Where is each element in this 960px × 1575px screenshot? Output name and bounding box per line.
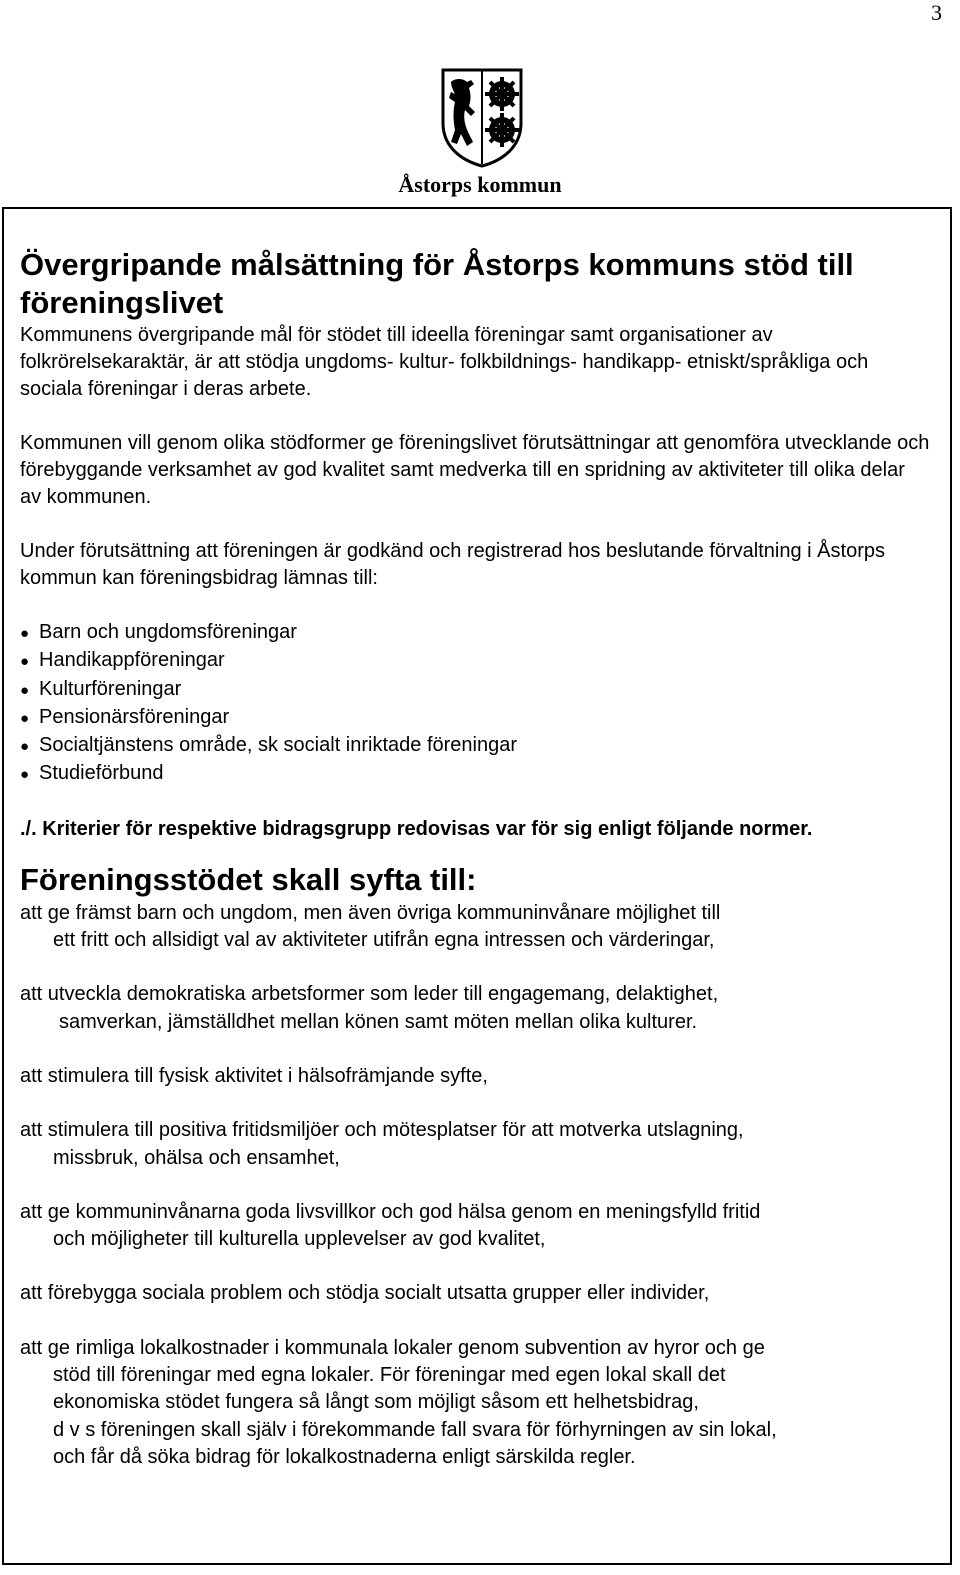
aim-item: att utveckla demokratiska arbetsformer som leder till engagemang, delaktighet, samverkan, jämställdhet mellan könen samt möten mellan olika kulturer. bbox=[20, 983, 719, 1033]
criteria-note: ./. Kriterier för respektive bidragsgrupp redovisas var för sig enligt följande normer. bbox=[20, 817, 813, 840]
document-body bbox=[20, 246, 930, 1498]
intro-paragraph: Kommunens övergripande mål för stödet till ideella föreningar samt organisationer av folkrörelsekaraktär, är att stödja ungdoms- kultur- folkbildnings- handikapp- etniskt/språkliga och sociala föreningar i deras arbete. bbox=[20, 324, 869, 400]
aim-item: att ge rimliga lokalkostnader i kommunala lokaler genom subvention av hyror och ge stöd till föreningar med egna lokaler. För föreningar med egen lokal skall det ekonomiska stödet fungera så långt som möjligt såsom ett helhetsbidrag, d v s föreningen skall själv i förekommande fall svara för förhyrningen av sin lokal, och får då söka bidrag för lokalkostnaderna enligt särskilda regler. bbox=[20, 1336, 777, 1468]
section-heading: Föreningsstödet skall syfta till: bbox=[20, 861, 477, 897]
list-item: ● Handikappföreningar bbox=[20, 647, 930, 675]
municipality-name: Åstorps kommun bbox=[398, 172, 562, 197]
aim-item: att förebygga sociala problem och stödja socialt utsatta grupper eller individer, bbox=[20, 1282, 710, 1305]
aim-item: att stimulera till fysisk aktivitet i hälsofrämjande syfte, bbox=[20, 1064, 488, 1087]
bullet-icon: ● bbox=[20, 709, 30, 727]
bullet-icon: ● bbox=[20, 738, 30, 756]
list-item: ● Studieförbund bbox=[20, 760, 930, 788]
bullet-icon: ● bbox=[20, 681, 30, 699]
third-paragraph: Under förutsättning att föreningen är godkänd och registrerad hos beslutande förvaltning i Åstorps kommun kan föreningsbidrag lämnas till: bbox=[20, 540, 885, 589]
page-number: 3 bbox=[931, 0, 942, 25]
aim-item: att ge kommuninvånarna goda livsvillkor och god hälsa genom en meningsfylld fritid och möjligheter till kulturella upplevelser av god kvalitet, bbox=[20, 1200, 761, 1251]
list-item: ● Barn och ungdomsföreningar bbox=[20, 619, 930, 647]
list-item: ● Kulturföreningar bbox=[20, 676, 930, 704]
grant-recipient-list bbox=[20, 619, 930, 789]
list-item: ● Pensionärsföreningar bbox=[20, 704, 930, 732]
coat-of-arms-icon bbox=[441, 68, 523, 168]
second-paragraph: Kommunen vill genom olika stödformer ge föreningslivet förutsättningar att genomföra utvecklande och förebyggande verksamhet av god kvalitet samt medverka till en spridning av aktiviteter till olika delar av kommunen. bbox=[20, 432, 930, 508]
bullet-icon: ● bbox=[20, 653, 30, 671]
bullet-icon: ● bbox=[20, 625, 30, 642]
page-title: Övergripande målsättning för Åstorps kommuns stöd till föreningslivet bbox=[20, 247, 854, 320]
aim-item: att ge främst barn och ungdom, men även övriga kommuninvånare möjlighet till ett fritt och allsidigt val av aktiviteter utifrån egna intressen och värderingar, bbox=[20, 901, 721, 952]
bullet-icon: ● bbox=[20, 766, 30, 784]
aim-item: att stimulera till positiva fritidsmiljöer och mötesplatser för att motverka utslagning, missbruk, ohälsa och ensamhet, bbox=[20, 1119, 744, 1169]
list-item: ● Socialtjänstens område, sk socialt inriktade föreningar bbox=[20, 732, 930, 760]
